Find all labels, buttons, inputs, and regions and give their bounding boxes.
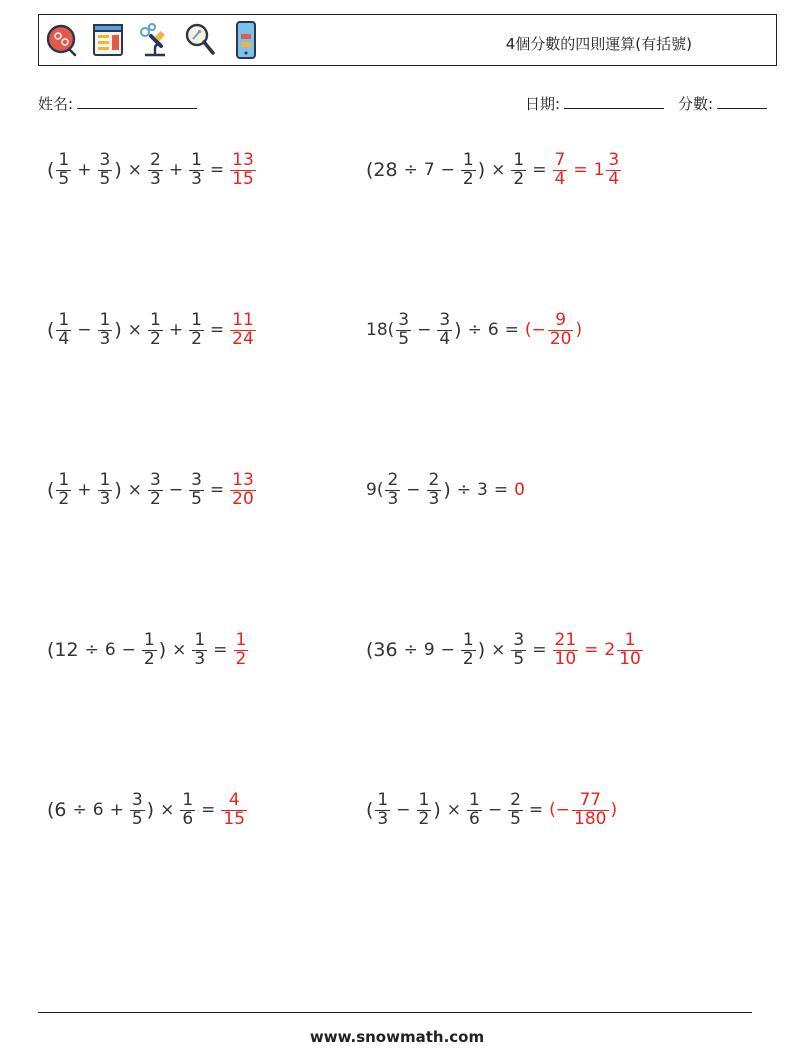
term: ) bbox=[114, 319, 122, 341]
fraction bbox=[230, 149, 256, 189]
header-icons bbox=[45, 20, 263, 60]
denominator: 3 bbox=[191, 168, 202, 189]
operator: = bbox=[209, 320, 225, 340]
term: ) bbox=[610, 800, 618, 820]
denominator: 180 bbox=[574, 808, 607, 829]
denominator: 4 bbox=[439, 328, 451, 349]
numerator: 3 bbox=[608, 149, 620, 170]
numerator: 1 bbox=[624, 629, 636, 650]
numerator: 2 bbox=[387, 469, 399, 490]
fraction bbox=[427, 469, 442, 509]
problem-4 bbox=[365, 300, 583, 360]
term: 6 bbox=[104, 640, 116, 660]
worksheet-icon bbox=[91, 20, 125, 60]
term: (6 bbox=[47, 799, 67, 821]
fraction bbox=[461, 629, 476, 669]
magnifier-icon bbox=[183, 20, 217, 60]
term: (36 bbox=[366, 639, 398, 661]
expression bbox=[46, 469, 229, 509]
term: ) bbox=[477, 159, 486, 181]
numerator: 1 bbox=[58, 149, 70, 170]
denominator: 5 bbox=[510, 808, 521, 829]
denominator: 4 bbox=[58, 328, 70, 349]
term: ) bbox=[443, 479, 451, 501]
operator: − bbox=[487, 800, 503, 820]
denominator: 3 bbox=[150, 168, 161, 189]
problem-6 bbox=[365, 460, 526, 520]
fraction bbox=[189, 469, 204, 509]
fraction bbox=[189, 149, 204, 189]
fraction bbox=[221, 789, 247, 829]
fraction bbox=[98, 309, 113, 349]
expression bbox=[365, 149, 552, 189]
denominator: 10 bbox=[554, 648, 577, 669]
fraction bbox=[98, 469, 113, 509]
operator: ÷ bbox=[403, 640, 418, 660]
operator: × bbox=[127, 480, 142, 500]
denominator: 3 bbox=[99, 488, 111, 509]
denominator: 2 bbox=[462, 648, 474, 669]
denominator: 3 bbox=[387, 488, 399, 509]
answer bbox=[229, 469, 257, 509]
operator: × bbox=[491, 640, 506, 660]
term: ) bbox=[477, 639, 486, 661]
term: 1 bbox=[593, 160, 605, 180]
denominator: 5 bbox=[131, 808, 143, 829]
numerator: 1 bbox=[191, 309, 202, 330]
operator: = bbox=[209, 160, 225, 180]
operator: = bbox=[573, 160, 588, 180]
fraction bbox=[230, 469, 256, 509]
numerator: 1 bbox=[191, 149, 202, 170]
term: ) bbox=[433, 799, 441, 821]
operator: × bbox=[160, 800, 175, 820]
operator: = bbox=[584, 640, 599, 660]
term: 0 bbox=[514, 480, 525, 500]
term: 6 bbox=[487, 320, 499, 340]
operator: + bbox=[77, 160, 92, 180]
score-blank[interactable] bbox=[717, 94, 767, 109]
fraction bbox=[142, 629, 157, 669]
expression bbox=[365, 789, 548, 829]
date-label: 日期: bbox=[525, 95, 561, 113]
numerator: 1 bbox=[194, 629, 206, 650]
problem-8 bbox=[365, 620, 644, 680]
operator: ÷ bbox=[467, 320, 482, 340]
answer bbox=[229, 309, 257, 349]
term: (28 bbox=[366, 159, 398, 181]
term: 7 bbox=[423, 160, 435, 180]
numerator: 7 bbox=[554, 149, 566, 170]
operator: ÷ bbox=[403, 160, 418, 180]
term: ( bbox=[47, 159, 55, 181]
answer bbox=[548, 789, 618, 829]
fraction bbox=[189, 309, 204, 349]
fraction bbox=[548, 309, 574, 349]
denominator: 3 bbox=[428, 488, 440, 509]
fraction bbox=[461, 149, 476, 189]
header-box bbox=[38, 14, 777, 66]
term: ) bbox=[454, 319, 462, 341]
fraction bbox=[56, 149, 71, 189]
fraction bbox=[508, 789, 523, 829]
numerator: 3 bbox=[398, 309, 410, 330]
numerator: 1 bbox=[469, 789, 480, 810]
operator: ÷ bbox=[72, 800, 87, 820]
denominator: 5 bbox=[99, 168, 111, 189]
numerator: 3 bbox=[191, 469, 202, 490]
fraction bbox=[511, 629, 526, 669]
operator: + bbox=[109, 800, 124, 820]
microscope-icon bbox=[137, 20, 171, 60]
problem-3 bbox=[46, 300, 257, 360]
operator: − bbox=[121, 640, 136, 660]
denominator: 2 bbox=[191, 328, 202, 349]
operator: + bbox=[77, 480, 92, 500]
expression bbox=[46, 789, 220, 829]
numerator: 1 bbox=[462, 629, 474, 650]
name-field bbox=[38, 93, 197, 114]
denominator: 3 bbox=[99, 328, 111, 349]
footer-divider bbox=[38, 1012, 752, 1013]
numerator: 1 bbox=[143, 629, 155, 650]
numerator: 3 bbox=[99, 149, 111, 170]
denominator: 4 bbox=[554, 168, 566, 189]
answer bbox=[524, 309, 583, 349]
problem-7 bbox=[46, 620, 249, 680]
denominator: 5 bbox=[398, 328, 410, 349]
denominator: 2 bbox=[235, 648, 247, 669]
operator: + bbox=[168, 160, 184, 180]
operator: − bbox=[440, 640, 455, 660]
fraction bbox=[148, 469, 163, 509]
fraction bbox=[396, 309, 411, 349]
fraction bbox=[375, 789, 390, 829]
term: 18( bbox=[366, 320, 395, 340]
operator: = bbox=[504, 320, 519, 340]
numerator: 1 bbox=[99, 469, 111, 490]
operator: = bbox=[528, 800, 544, 820]
denominator: 2 bbox=[58, 488, 70, 509]
numerator: 2 bbox=[428, 469, 440, 490]
problem-9 bbox=[46, 780, 248, 840]
term: 2 bbox=[604, 640, 616, 660]
problem-10 bbox=[365, 780, 618, 840]
term: ) bbox=[146, 799, 155, 821]
operator: ÷ bbox=[456, 480, 472, 500]
fraction bbox=[617, 629, 643, 669]
operator: − bbox=[77, 320, 92, 340]
numerator: 3 bbox=[513, 629, 525, 650]
fraction bbox=[467, 789, 482, 829]
numerator: 3 bbox=[131, 789, 143, 810]
numerator: 21 bbox=[554, 629, 577, 650]
fraction bbox=[572, 789, 608, 829]
denominator: 2 bbox=[418, 808, 430, 829]
fraction bbox=[180, 789, 195, 829]
numerator: 1 bbox=[182, 789, 194, 810]
name-label: 姓名: bbox=[38, 95, 74, 113]
operator: = bbox=[201, 800, 216, 820]
numerator: 3 bbox=[439, 309, 451, 330]
term: ( bbox=[366, 799, 374, 821]
operator: ÷ bbox=[84, 640, 99, 660]
term: 9 bbox=[423, 640, 435, 660]
term: ) bbox=[114, 159, 122, 181]
denominator: 2 bbox=[462, 168, 474, 189]
numerator: 1 bbox=[58, 309, 70, 330]
term: ) bbox=[114, 479, 122, 501]
operator: − bbox=[168, 480, 184, 500]
date-blank[interactable] bbox=[564, 94, 664, 109]
numerator: 1 bbox=[235, 629, 247, 650]
answer bbox=[229, 149, 257, 189]
expression bbox=[46, 149, 229, 189]
numerator: 4 bbox=[228, 789, 240, 810]
operator: = bbox=[209, 480, 225, 500]
term: (− bbox=[549, 800, 571, 820]
term: ) bbox=[575, 320, 583, 340]
fraction bbox=[56, 309, 71, 349]
term: 9( bbox=[366, 480, 384, 500]
fraction bbox=[511, 149, 526, 189]
answer bbox=[513, 480, 526, 500]
score-field bbox=[678, 93, 767, 114]
fraction bbox=[385, 469, 400, 509]
numerator: 1 bbox=[150, 309, 161, 330]
operator: − bbox=[417, 320, 432, 340]
fraction bbox=[553, 629, 579, 669]
operator: − bbox=[396, 800, 411, 820]
phone-icon bbox=[229, 20, 263, 60]
denominator: 24 bbox=[232, 328, 254, 349]
operator: − bbox=[406, 480, 421, 500]
denominator: 20 bbox=[549, 328, 572, 349]
expression bbox=[365, 309, 524, 349]
numerator: 77 bbox=[579, 789, 602, 810]
fraction bbox=[98, 149, 113, 189]
denominator: 4 bbox=[608, 168, 620, 189]
page-title: 4個分數的四則運算(有括號) bbox=[505, 35, 692, 53]
answer bbox=[220, 789, 248, 829]
denominator: 15 bbox=[232, 168, 254, 189]
denominator: 2 bbox=[150, 488, 161, 509]
denominator: 2 bbox=[143, 648, 155, 669]
expression bbox=[46, 629, 233, 669]
operator: = bbox=[532, 160, 547, 180]
numerator: 1 bbox=[462, 149, 474, 170]
numerator: 1 bbox=[418, 789, 430, 810]
numerator: 2 bbox=[510, 789, 521, 810]
denominator: 20 bbox=[232, 488, 254, 509]
denominator: 3 bbox=[377, 808, 389, 829]
denominator: 10 bbox=[619, 648, 641, 669]
term: ) bbox=[158, 639, 167, 661]
answer bbox=[552, 629, 644, 669]
fraction bbox=[56, 469, 71, 509]
term: 3 bbox=[477, 480, 488, 500]
numerator: 1 bbox=[377, 789, 389, 810]
numerator: 1 bbox=[58, 469, 70, 490]
footer-site[interactable]: www.snowmath.com bbox=[309, 1028, 485, 1046]
operator: × bbox=[491, 160, 506, 180]
fraction bbox=[606, 149, 621, 189]
fraction bbox=[148, 149, 163, 189]
numerator: 13 bbox=[232, 469, 254, 490]
denominator: 6 bbox=[469, 808, 480, 829]
answer bbox=[233, 629, 250, 669]
operator: × bbox=[127, 320, 142, 340]
numerator: 9 bbox=[555, 309, 567, 330]
operator: − bbox=[440, 160, 455, 180]
term: ( bbox=[47, 479, 55, 501]
denominator: 5 bbox=[513, 648, 525, 669]
denominator: 15 bbox=[223, 808, 246, 829]
operator: + bbox=[168, 320, 184, 340]
fraction bbox=[148, 309, 163, 349]
numerator: 11 bbox=[232, 309, 254, 330]
expression bbox=[365, 469, 513, 509]
operator: = bbox=[493, 480, 509, 500]
denominator: 2 bbox=[150, 328, 161, 349]
gears-badge-icon bbox=[45, 20, 79, 60]
operator: × bbox=[127, 160, 142, 180]
term: 6 bbox=[92, 800, 104, 820]
numerator: 13 bbox=[232, 149, 254, 170]
answer bbox=[552, 149, 623, 189]
problem-1 bbox=[46, 140, 257, 200]
operator: = bbox=[213, 640, 228, 660]
name-blank[interactable] bbox=[77, 94, 197, 109]
denominator: 3 bbox=[194, 648, 206, 669]
problem-2 bbox=[365, 140, 622, 200]
date-field bbox=[525, 93, 664, 114]
numerator: 2 bbox=[150, 149, 161, 170]
fraction bbox=[230, 309, 256, 349]
fraction bbox=[234, 629, 249, 669]
expression bbox=[46, 309, 229, 349]
expression bbox=[365, 629, 552, 669]
term: ( bbox=[47, 319, 55, 341]
fraction bbox=[437, 309, 452, 349]
fraction bbox=[192, 629, 207, 669]
score-label: 分數: bbox=[678, 95, 714, 113]
problem-5 bbox=[46, 460, 257, 520]
fraction bbox=[553, 149, 568, 189]
term: (− bbox=[524, 320, 546, 340]
numerator: 1 bbox=[513, 149, 525, 170]
denominator: 5 bbox=[191, 488, 202, 509]
operator: × bbox=[446, 800, 461, 820]
denominator: 6 bbox=[182, 808, 194, 829]
operator: × bbox=[172, 640, 187, 660]
numerator: 3 bbox=[150, 469, 161, 490]
term: (12 bbox=[47, 639, 79, 661]
denominator: 5 bbox=[58, 168, 70, 189]
fraction bbox=[417, 789, 432, 829]
numerator: 1 bbox=[99, 309, 111, 330]
fraction bbox=[130, 789, 145, 829]
denominator: 2 bbox=[513, 168, 525, 189]
operator: = bbox=[532, 640, 547, 660]
